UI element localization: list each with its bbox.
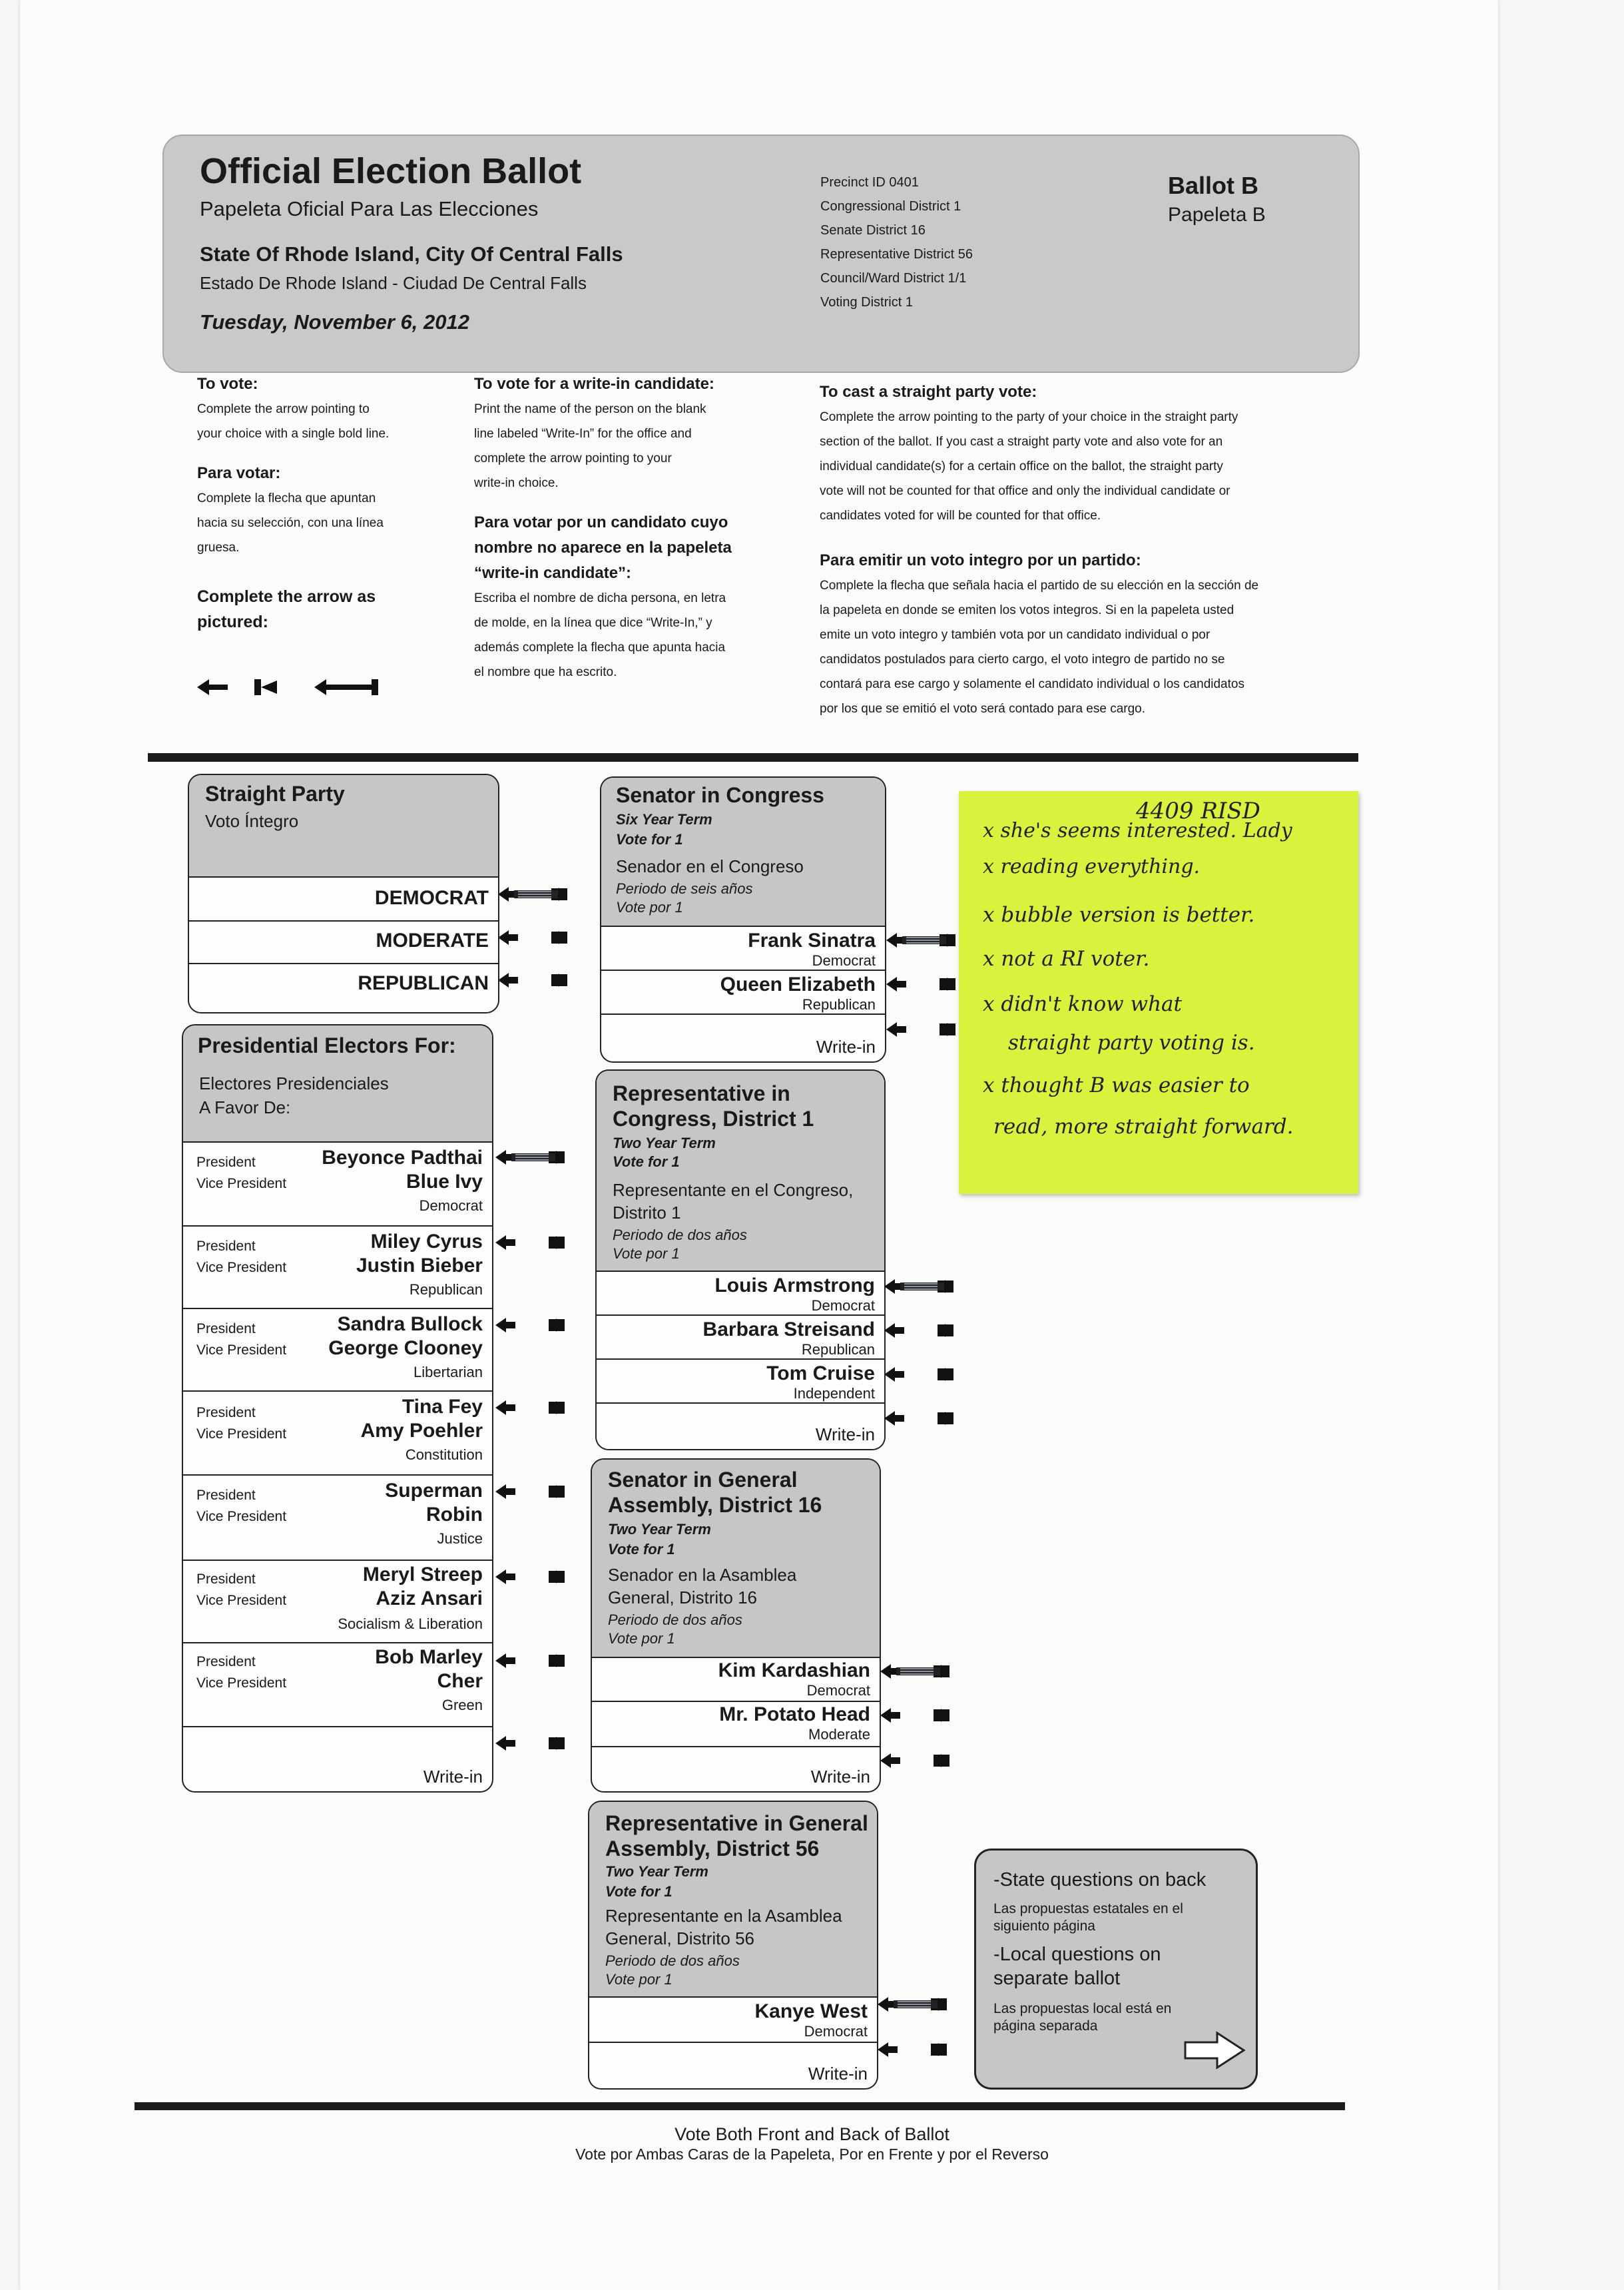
office-title-es-2: Distrito 1 [613,1203,681,1223]
write-in-row[interactable] [601,1015,885,1060]
sticky-line: read, more straight forward. [993,1115,1294,1139]
office-term: Two Year Term [605,1863,708,1880]
vote-arrow-icon[interactable] [495,1568,582,1586]
bottom-divider [135,2102,1345,2110]
office-term: Six Year Term [616,811,712,828]
completed-arrow-icon[interactable] [884,1277,971,1296]
district-line: Representative District 56 [820,247,973,262]
state-questions-es: Las propuestas estatales en el [993,1901,1183,1916]
sticky-line: x she's seems interested. Lady [983,819,1292,842]
instructions-to-vote [197,372,450,635]
ticket-row[interactable] [183,1143,492,1227]
office-title: Representative in [613,1081,790,1105]
write-in-row[interactable] [597,1404,884,1448]
candidate-row[interactable] [601,971,885,1015]
president-label: President [196,1239,256,1254]
office-vote-for: Vote for 1 [613,1153,680,1170]
complete-arrow-heading: Complete the arrow as [197,587,376,606]
ticket-row[interactable] [183,1476,492,1561]
office-vote-for: Vote for 1 [616,831,683,848]
vote-arrow-icon[interactable] [498,971,585,990]
candidate-party: Democrat [811,1297,875,1314]
president-label: President [196,1405,256,1420]
vote-arrow-icon[interactable] [495,1482,582,1501]
instruction-line: gruesa. [197,541,240,555]
to-vote-heading: To vote: [197,375,258,393]
president-label: President [196,1155,256,1170]
sticky-note [959,791,1358,1194]
sticky-line: x didn't know what [983,992,1182,1016]
completed-arrow-icon[interactable] [498,885,585,904]
party-option[interactable] [189,964,498,1011]
straight-party-title-es: Voto Íntegro [205,811,299,831]
party-option[interactable] [189,878,498,922]
party-name: MODERATE [376,930,489,952]
office-term-es: Periodo de seis años [616,880,753,897]
president-name: Sandra Bullock [337,1313,483,1335]
rep-ga-box [588,1801,878,2090]
candidate-row[interactable] [592,1702,880,1747]
president-label: President [196,1488,256,1503]
instruction-line: your choice with a single bold line. [197,427,390,441]
straight-party-box [188,774,499,1013]
vote-arrow-icon[interactable] [495,1233,582,1252]
vote-arrow-icon[interactable] [878,2040,964,2059]
footer-line: Vote Both Front and Back of Ballot [675,2124,949,2144]
candidate-row[interactable] [597,1316,884,1360]
instruction-line: individual candidate(s) for a certain office on the ballot, the straight party [820,459,1223,473]
completed-arrow-icon[interactable] [880,1662,967,1681]
office-title: Senator in General [608,1468,798,1492]
candidate-row[interactable] [592,1658,880,1702]
vp-name: Cher [437,1670,483,1692]
vp-label: Vice President [196,1342,287,1358]
office-vote-for-es: Vote por 1 [613,1245,680,1262]
office-term-es: Periodo de dos años [608,1611,742,1628]
instructions-straight-party [820,380,1352,721]
sticky-header: 4409 RISD [1136,798,1260,824]
instruction-line: contará para ese cargo y solamente el candidato individual o los candidatos [820,677,1244,691]
instruction-line: por los que se emitió el voto será contado para ese cargo. [820,702,1146,716]
state-city: State Of Rhode Island, City Of Central Falls [200,242,623,266]
candidate-party: Democrat [804,2023,868,2040]
president-name: Superman [385,1480,483,1502]
instruction-line: Escriba el nombre de dicha persona, en letra [474,591,726,605]
presidential-box [182,1024,493,1793]
candidate-party: Republican [802,996,876,1013]
write-in-es-heading: “write-in candidate”: [474,564,632,582]
rep-congress-header [597,1071,884,1272]
vote-arrow-icon[interactable] [880,1751,967,1770]
instruction-line: de molde, en la línea que dice “Write-In,” y [474,616,712,630]
sticky-line: x bubble version is better. [983,903,1255,927]
candidate-row[interactable] [589,1998,877,2043]
district-line: Congressional District 1 [820,199,961,214]
district-line: Precinct ID 0401 [820,175,919,190]
ticket-party: Justice [437,1530,483,1547]
candidate-party: Democrat [806,1682,870,1699]
candidate-name: Louis Armstrong [714,1275,875,1296]
vote-arrow-icon[interactable] [884,1409,971,1428]
office-title-es: Senador en la Asamblea [608,1565,797,1585]
candidate-name: Frank Sinatra [748,930,876,952]
ticket-party: Green [441,1697,483,1713]
office-title-es: Representante en la Asamblea [605,1906,842,1926]
office-title-es: Representante en el Congreso, [613,1180,854,1200]
instructions-write-in [474,372,787,685]
straight-heading: To cast a straight party vote: [820,383,1037,401]
vote-arrow-icon[interactable] [884,1365,971,1384]
ticket-row[interactable] [183,1643,492,1727]
write-in-row[interactable] [183,1727,492,1790]
write-in-label: Write-in [816,1037,876,1057]
write-in-label: Write-in [808,2064,868,2084]
instruction-line: Complete the arrow pointing to [197,402,370,416]
instruction-line: la papeleta en donde se emiten los votos integros. Si en la papeleta usted [820,603,1234,617]
state-questions-es-2: siguiento página [993,1918,1095,1934]
ticket-party: Libertarian [413,1364,483,1380]
office-vote-for-es: Vote por 1 [605,1971,673,1988]
candidate-party: Moderate [808,1726,870,1743]
candidate-row[interactable] [601,927,885,971]
office-term: Two Year Term [613,1135,716,1151]
president-name: Meryl Streep [362,1564,483,1585]
vp-label: Vice President [196,1426,287,1442]
candidate-name: Queen Elizabeth [720,974,876,996]
candidate-party: Democrat [812,952,876,969]
office-title-2: Congress, District 1 [613,1107,814,1131]
top-divider [148,753,1358,762]
write-in-heading: To vote for a write-in candidate: [474,375,714,393]
questions-notice [974,1849,1258,2090]
straight-es-heading: Para emitir un voto integro por un partido: [820,551,1141,569]
candidate-name: Mr. Potato Head [719,1703,870,1725]
local-questions: -Local questions on [993,1944,1161,1965]
write-in-label: Write-in [423,1767,483,1787]
instruction-line: emite un voto integro y también vota por un candidato individual o por [820,628,1211,642]
sticky-line: x not a RI voter. [983,947,1150,971]
vp-label: Vice President [196,1260,287,1275]
sticky-line: straight party voting is. [1008,1031,1255,1055]
vp-name: George Clooney [328,1337,483,1359]
president-name: Beyonce Padthai [322,1147,483,1169]
ticket-party: Socialism & Liberation [338,1615,483,1632]
instruction-line: candidates voted for will be counted for that office. [820,509,1101,523]
office-title: Representative in General [605,1811,868,1835]
para-votar-heading: Para votar: [197,464,281,482]
candidate-name: Kanye West [754,2000,868,2022]
presidential-title: Presidential Electors For: [198,1033,456,1057]
vote-arrow-icon[interactable] [498,928,585,947]
president-label: President [196,1654,256,1669]
ticket-party: Constitution [405,1446,483,1463]
write-in-label: Write-in [810,1767,870,1787]
vp-name: Justin Bieber [356,1255,483,1277]
rep-ga-header [589,1802,877,1998]
party-name: REPUBLICAN [358,972,489,994]
write-in-row[interactable] [589,2043,877,2087]
office-term: Two Year Term [608,1521,711,1538]
vp-label: Vice President [196,1675,287,1691]
local-questions-es-2: página separada [993,2018,1098,2034]
instruction-line: write-in choice. [474,476,559,490]
senator-congress-box [600,776,886,1063]
president-name: Bob Marley [375,1646,483,1668]
district-list [820,170,973,314]
instruction-line: Complete la flecha que apuntan [197,491,376,505]
district-line: Council/Ward District 1/1 [820,271,967,286]
straight-party-header [189,775,498,878]
office-title: Senator in Congress [616,783,824,807]
district-line: Senate District 16 [820,223,926,238]
office-term-es: Periodo de dos años [605,1952,740,1969]
local-questions-es: Las propuestas local está en [993,2001,1172,2016]
candidate-row[interactable] [597,1360,884,1404]
ballot-title: Official Election Ballot [200,151,582,191]
office-vote-for-es: Vote por 1 [616,899,683,916]
instruction-line: candidatos postulados para cierto cargo, el voto integro de partido no se [820,653,1225,667]
candidate-party: Independent [793,1385,875,1402]
president-label: President [196,1321,256,1336]
vp-name: Amy Poehler [360,1420,483,1442]
right-arrow-icon [1183,2030,1246,2070]
vp-name: Aziz Ansari [376,1587,483,1609]
office-title-es: Senador en el Congreso [616,856,804,876]
party-option[interactable] [189,922,498,964]
president-name: Tina Fey [402,1396,483,1418]
candidate-name: Tom Cruise [766,1362,875,1384]
write-in-label: Write-in [815,1424,875,1444]
ballot-id-es: Papeleta B [1168,204,1266,226]
ballot-subtitle: Papeleta Oficial Para Las Elecciones [200,197,539,220]
ticket-row[interactable] [183,1561,492,1643]
instruction-line: hacia su selección, con una línea [197,516,384,530]
instruction-line: Complete la flecha que señala hacia el partido de su elección en la sección de [820,579,1259,593]
district-line: Voting District 1 [820,295,913,310]
vote-arrow-icon[interactable] [880,1706,967,1725]
completed-arrow-icon[interactable] [495,1148,582,1167]
vote-arrow-icon[interactable] [495,1398,582,1417]
office-vote-for: Vote for 1 [605,1883,673,1900]
sticky-line: x thought B was easier to [983,1073,1250,1097]
vp-label: Vice President [196,1593,287,1608]
presidential-title-es: Electores Presidenciales [199,1073,389,1093]
ticket-party: Democrat [419,1197,483,1214]
office-vote-for: Vote for 1 [608,1541,675,1558]
instruction-line: Complete the arrow pointing to the party of your choice in the straight party [820,410,1238,424]
sticky-line: x reading everything. [983,855,1201,878]
senator-ga-header [592,1460,880,1658]
straight-party-title: Straight Party [205,782,345,806]
vp-name: Blue Ivy [406,1171,483,1193]
vote-arrow-icon[interactable] [495,1316,582,1334]
candidate-row[interactable] [597,1272,884,1316]
office-title-es-2: General, Distrito 16 [608,1587,757,1607]
ticket-row[interactable] [183,1392,492,1476]
write-in-row[interactable] [592,1747,880,1790]
write-in-es-heading: nombre no aparece en la papeleta [474,539,732,557]
vp-label: Vice President [196,1176,287,1191]
instruction-line: complete the arrow pointing to your [474,451,672,465]
instruction-line: section of the ballot. If you cast a straight party vote and also vote for an [820,435,1223,449]
write-in-es-heading: Para votar por un candidato cuyo [474,513,728,531]
ticket-party: Republican [409,1281,483,1298]
office-title-2: Assembly, District 56 [605,1837,820,1861]
complete-arrow-heading-2: pictured: [197,613,268,631]
rep-congress-box [595,1069,886,1450]
state-questions: -State questions on back [993,1869,1207,1890]
president-name: Miley Cyrus [370,1231,483,1253]
instruction-line: Print the name of the person on the blank [474,402,706,416]
presidential-header [183,1025,492,1143]
instruction-line: además complete la flecha que apunta hacia [474,641,726,655]
footer-line-es: Vote por Ambas Caras de la Papeleta, Por en Frente y por el Reverso [575,2146,1049,2163]
candidate-party: Republican [801,1341,875,1358]
vp-label: Vice President [196,1509,287,1524]
candidate-name: Barbara Streisand [702,1318,875,1340]
ticket-row[interactable] [183,1227,492,1309]
vote-arrow-icon[interactable] [495,1734,582,1753]
local-questions-2: separate ballot [993,1968,1121,1989]
presidential-title-es-2: A Favor De: [199,1097,291,1117]
party-name: DEMOCRAT [374,887,489,909]
president-label: President [196,1572,256,1587]
example-arrows-icon [197,674,410,701]
vote-arrow-icon[interactable] [884,1321,971,1340]
vp-name: Robin [426,1504,483,1526]
senator-congress-header [601,778,885,927]
office-term-es: Periodo de dos años [613,1227,747,1243]
instruction-line: el nombre que ha escrito. [474,665,617,679]
senator-ga-box [591,1458,881,1793]
completed-arrow-icon[interactable] [878,1995,964,2014]
office-vote-for-es: Vote por 1 [608,1630,675,1647]
instruction-line: line labeled “Write-In” for the office and [474,427,692,441]
ballot-id: Ballot B [1168,172,1259,199]
state-city-es: Estado De Rhode Island - Ciudad De Central Falls [200,273,587,293]
ballot-header [162,135,1360,373]
vote-arrow-icon[interactable] [495,1651,582,1670]
election-date: Tuesday, November 6, 2012 [200,310,469,334]
instruction-line: vote will not be counted for that office and only the individual candidate or [820,484,1230,498]
candidate-name: Kim Kardashian [718,1659,870,1681]
ticket-row[interactable] [183,1309,492,1392]
office-title-2: Assembly, District 16 [608,1493,822,1517]
office-title-es-2: General, Distrito 56 [605,1928,754,1948]
